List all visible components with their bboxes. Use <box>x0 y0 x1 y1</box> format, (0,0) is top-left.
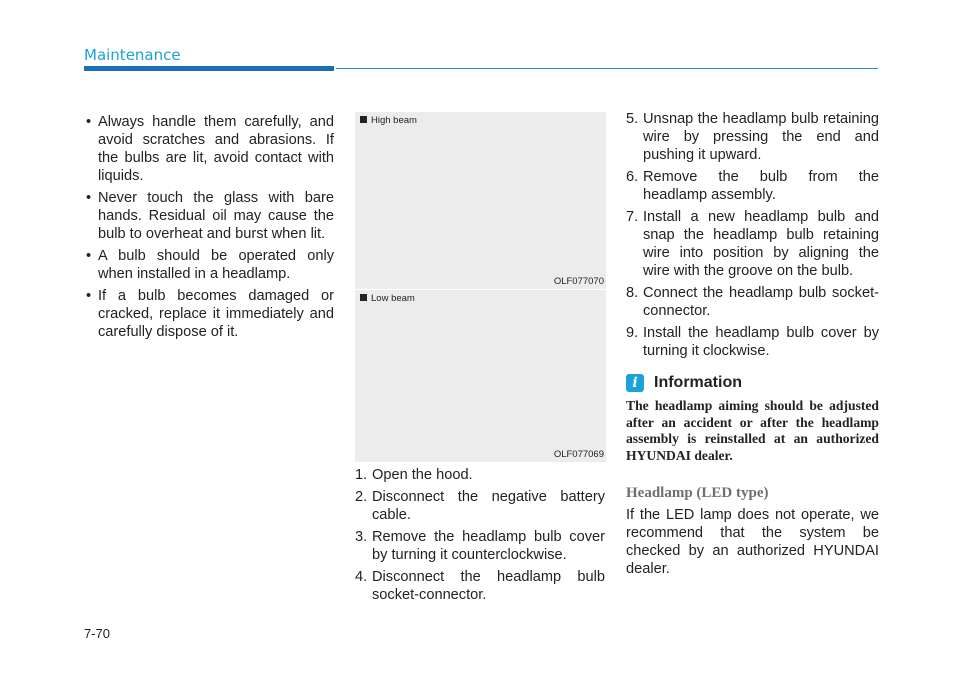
figure-high-beam <box>355 112 606 289</box>
header-rule-thin <box>336 68 878 69</box>
step-text: Disconnect the negative battery cable. <box>372 489 605 523</box>
page-number: 7-70 <box>84 626 111 641</box>
square-bullet-icon <box>360 294 367 301</box>
procedure-steps-second <box>626 110 879 360</box>
led-section-heading: Headlamp (LED type) <box>626 485 769 501</box>
right-column <box>626 110 879 578</box>
step-text: Disconnect the headlamp bulb socket-connector. <box>372 569 605 603</box>
information-icon: i <box>626 374 644 392</box>
step-number: 4. <box>355 569 368 585</box>
list-item <box>626 110 879 164</box>
information-header <box>626 374 879 392</box>
figure-code: OLF077069 <box>553 449 604 460</box>
step-text: Remove the headlamp bulb cover by turning it counterclockwise. <box>372 529 605 563</box>
left-column <box>84 113 334 345</box>
step-number: 8. <box>626 285 639 301</box>
list-item <box>626 284 879 320</box>
section-title: Maintenance <box>84 46 181 64</box>
step-number: 6. <box>626 169 639 185</box>
bullet-icon: • <box>86 248 92 264</box>
bullet-icon: • <box>86 114 92 130</box>
step-text: Remove the bulb from the headlamp assembly. <box>643 169 879 203</box>
list-item <box>626 208 879 280</box>
step-text: Connect the headlamp bulb socket-connector. <box>643 285 879 319</box>
bullet-icon: • <box>86 288 92 304</box>
step-number: 5. <box>626 111 639 127</box>
bullet-icon: • <box>86 190 92 206</box>
step-number: 9. <box>626 325 639 341</box>
figure-code: OLF077070 <box>553 276 604 287</box>
step-number: 2. <box>355 489 368 505</box>
bulb-handling-list <box>84 113 334 341</box>
list-item: • Never touch the glass with bare hands. Residual oil may cause the bulb to overheat and burst when lit. <box>86 190 334 242</box>
step-text: Install the headlamp bulb cover by turning it clockwise. <box>643 325 879 359</box>
step-text: Unsnap the headlamp bulb retaining wire by pressing the end and pushing it upward. <box>643 111 879 163</box>
list-item <box>355 528 605 564</box>
list-item <box>355 466 605 484</box>
led-section-body: If the LED lamp does not operate, we recommend that the system be checked by an authorized HYUNDAI dealer. <box>626 507 879 577</box>
procedure-steps-first <box>355 466 605 604</box>
step-number: 1. <box>355 467 368 483</box>
information-title: Information <box>654 374 742 391</box>
list-item: • If a bulb becomes damaged or cracked, replace it immediately and carefully dispose of it. <box>86 288 334 340</box>
figure-low-beam <box>355 289 606 462</box>
step-number: 7. <box>626 209 639 225</box>
middle-column <box>355 466 605 608</box>
list-item <box>355 568 605 604</box>
figure-label: Low beam <box>371 293 415 304</box>
header-rule-thick <box>84 66 334 71</box>
step-number: 3. <box>355 529 368 545</box>
step-text: Open the hood. <box>372 467 473 483</box>
list-item: • Always handle them carefully, and avoid scratches and abrasions. If the bulbs are lit, avoid contact with liquids. <box>86 114 334 184</box>
step-text: Install a new headlamp bulb and snap the headlamp bulb retaining wire into position by aligning the wire with the groove on the bulb. <box>643 209 879 279</box>
figure-label: High beam <box>371 115 417 126</box>
information-body: The headlamp aiming should be adjusted after an accident or after the headlamp assembly is reinstalled at an authorized HYUNDAI dealer. <box>626 398 879 463</box>
square-bullet-icon <box>360 116 367 123</box>
list-item <box>626 168 879 204</box>
list-item <box>626 324 879 360</box>
list-item: • A bulb should be operated only when installed in a headlamp. <box>86 248 334 282</box>
list-item <box>355 488 605 524</box>
